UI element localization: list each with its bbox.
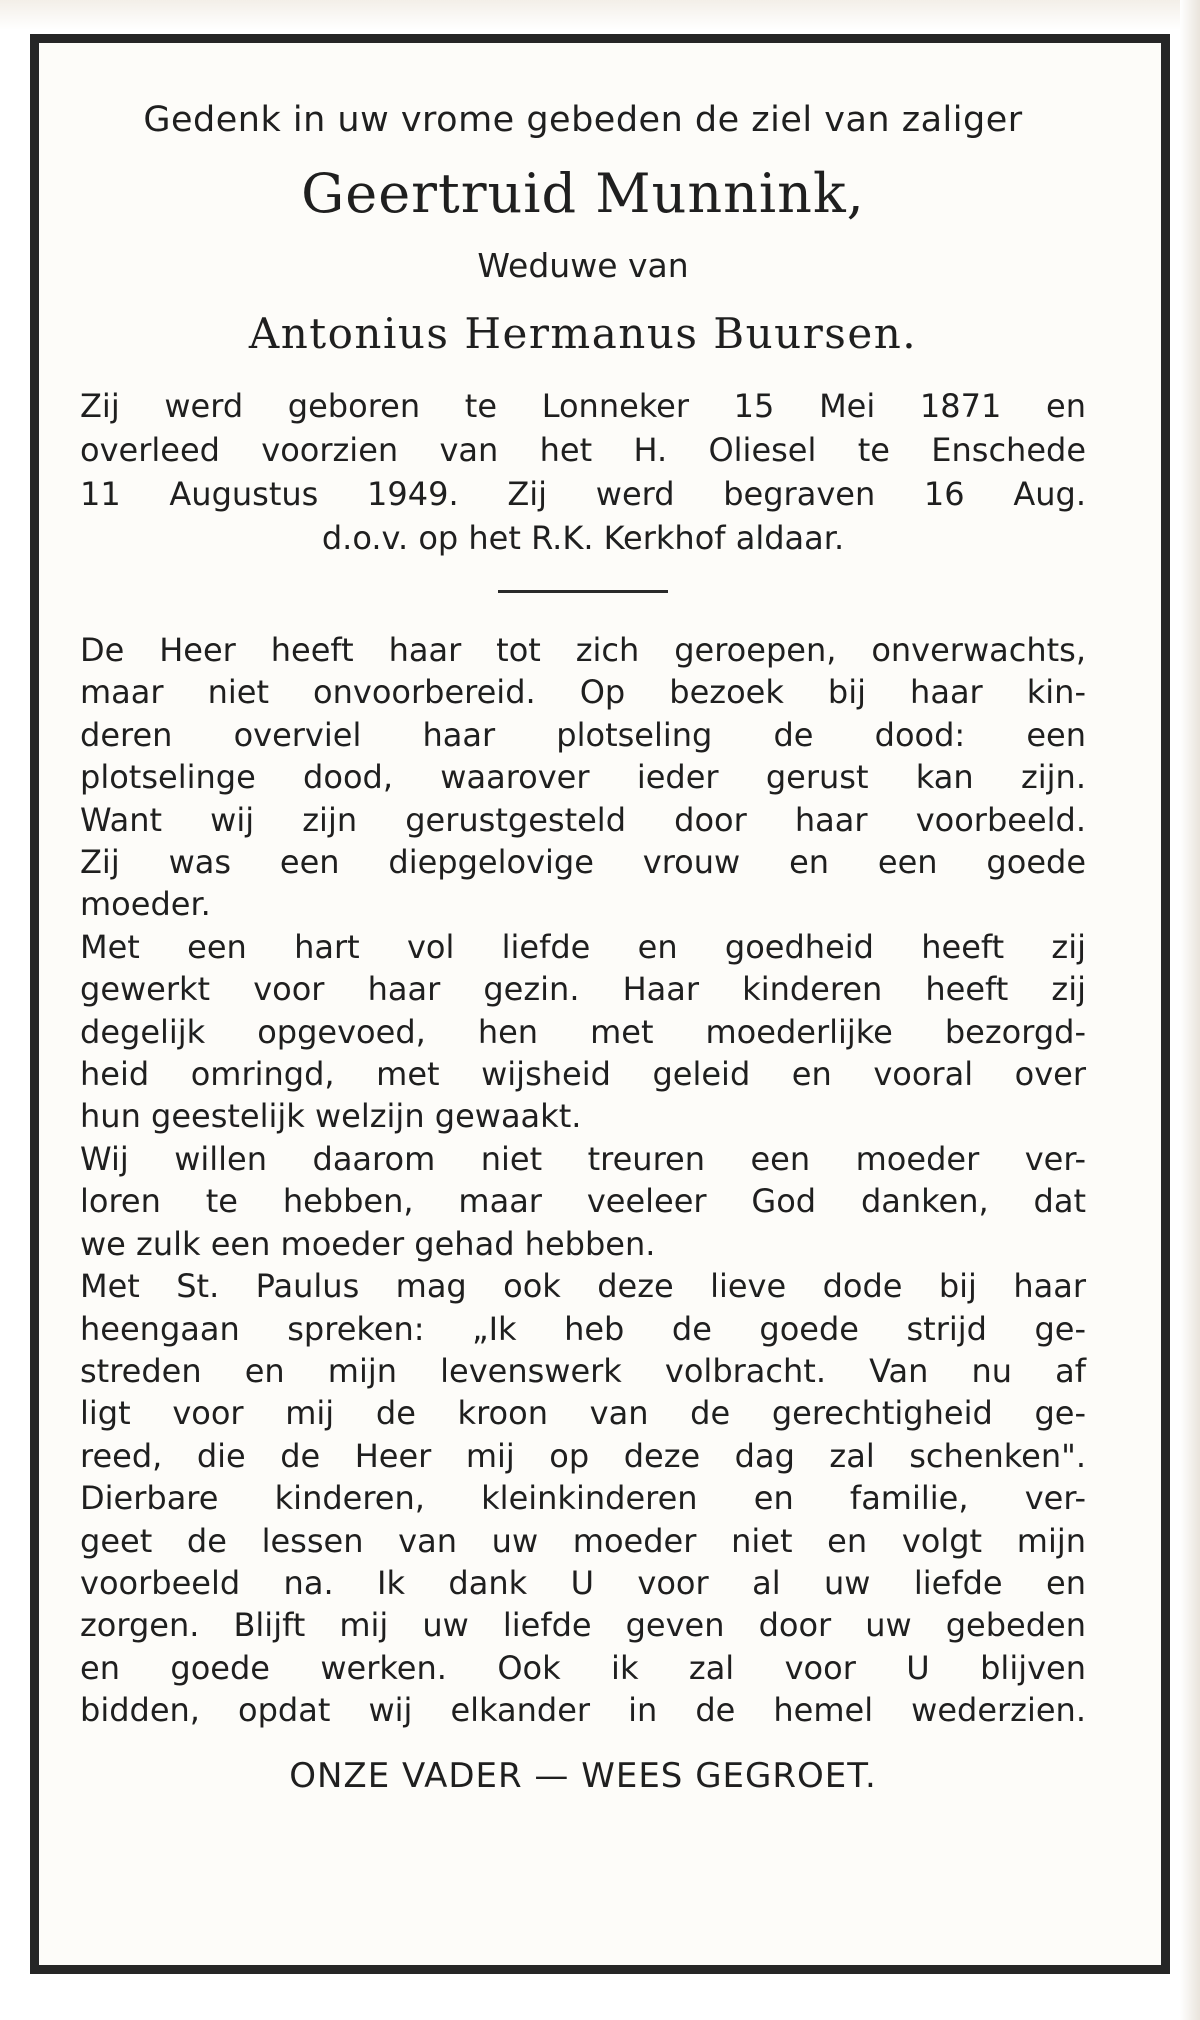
text-line: gewerkt voor haar gezin. Haar kinderen heeft zij (80, 970, 1086, 1009)
text-line: Met een hart vol liefde en goedheid heeft zij (80, 927, 1086, 966)
text-line: heid omringd, met wijsheid geleid en vooral over (80, 1055, 1086, 1094)
text-line: Dierbare kinderen, kleinkinderen en familie, ver- (80, 1479, 1086, 1518)
bio-line: Zij werd geboren te Lonneker 15 Mei 1871 en (80, 387, 1086, 425)
deceased-name: Geertruid Munnink, (301, 162, 865, 225)
text-line: loren te hebben, maar veeleer God danken, dat (80, 1182, 1086, 1221)
widow-of-text: Weduwe van (477, 246, 689, 285)
text-line: ligt voor mij de kroon van de gerechtigheid ge- (80, 1394, 1086, 1433)
text-line: degelijk opgevoed, hen met moederlijke bezorgd- (80, 1012, 1086, 1051)
text-line: Wij willen daarom niet treuren een moeder ver- (80, 1139, 1086, 1178)
text-line: Met St. Paulus mag ook deze lieve dode bij haar (80, 1267, 1086, 1306)
text-line: we zulk een moeder gehad hebben. (80, 1224, 656, 1263)
text-line: zorgen. Blijft mij uw liefde geven door uw gebeden (80, 1606, 1086, 1645)
text-line: moeder. (80, 885, 211, 924)
text-line: heengaan spreken: „Ik heb de goede strijd ge- (80, 1309, 1086, 1348)
text-line: deren overviel haar plotseling de dood: een (80, 715, 1086, 754)
intro-text: Gedenk in uw vrome gebeden de ziel van zaliger (143, 100, 1023, 140)
text-line: geet de lessen van uw moeder niet en volgt mijn (80, 1521, 1086, 1560)
spouse-name: Antonius Hermanus Buursen. (248, 309, 918, 358)
text-line: bidden, opdat wij elkander in de hemel wederzien. (80, 1691, 1086, 1730)
text-line: Want wij zijn gerustgesteld door haar voorbeeld. (80, 800, 1086, 839)
biography (80, 384, 1086, 560)
text-line: maar niet onvoorbereid. Op bezoek bij haar kin- (80, 673, 1086, 712)
scan-edge (0, 0, 1200, 30)
memorial-text (80, 629, 1086, 1732)
text-line: hun geestelijk welzijn gewaakt. (80, 1097, 582, 1136)
prayer-line: ONZE VADER — WEES GEGROET. (289, 1755, 877, 1796)
divider (498, 590, 668, 593)
text-line: plotselinge dood, waarover ieder gerust kan zijn. (80, 758, 1086, 797)
bio-line: d.o.v. op het R.K. Kerkhof aldaar. (321, 519, 845, 557)
card-content (80, 100, 1086, 1796)
bio-line: 11 Augustus 1949. Zij werd begraven 16 Aug. (80, 475, 1086, 513)
text-line: Zij was een diepgelovige vrouw en een goede (80, 843, 1086, 882)
text-line: en goede werken. Ook ik zal voor U blijven (80, 1648, 1086, 1687)
scan-shadow (1180, 0, 1200, 2020)
text-line: reed, die de Heer mij op deze dag zal schenken". (80, 1436, 1086, 1475)
text-line: streden en mijn levenswerk volbracht. Van nu af (80, 1351, 1086, 1390)
bio-line: overleed voorzien van het H. Oliesel te Enschede (80, 431, 1086, 469)
text-line: De Heer heeft haar tot zich geroepen, onverwachts, (80, 631, 1086, 669)
text-line: voorbeeld na. Ik dank U voor al uw liefde en (80, 1563, 1086, 1602)
